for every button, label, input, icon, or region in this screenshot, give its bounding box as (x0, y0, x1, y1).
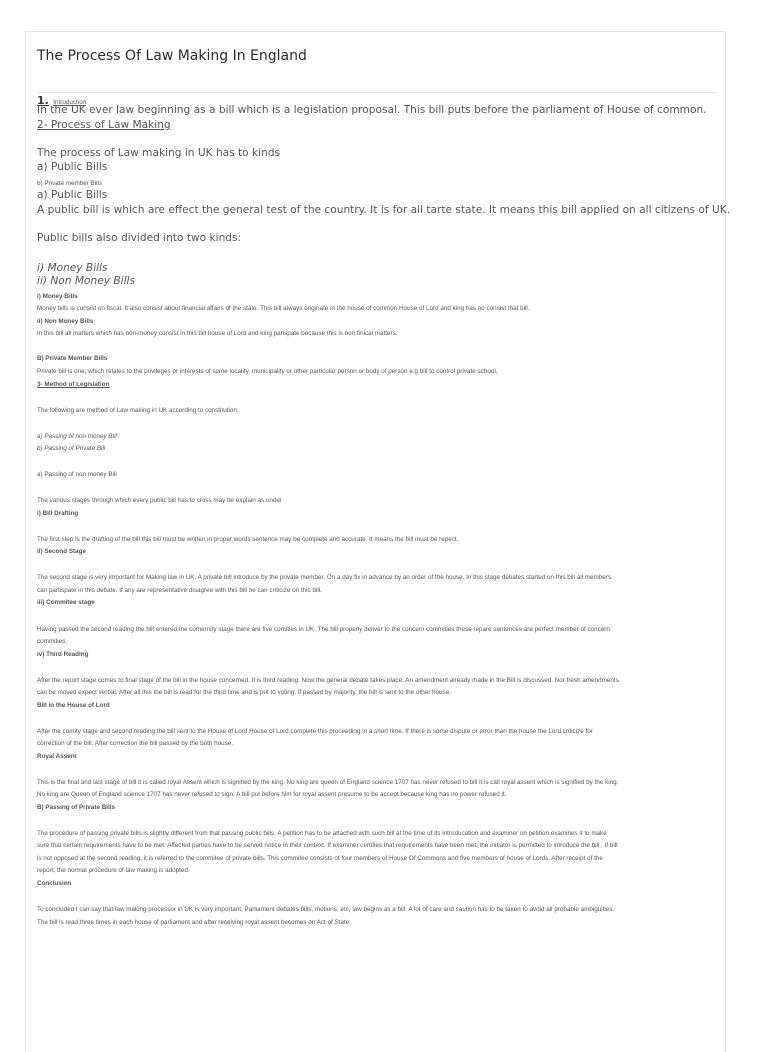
money-text: Money bills is consist on fiscal. It also consist about financial affairs of the state. This bill always originate in the house of common.House of Lord and king has no consist that bill. (37, 305, 530, 312)
non-money-heading: ii) Non Money Bills (37, 318, 94, 325)
third-reading-line2: can be moved expect verbal. After all this the bill is read for the third time and is put to voting. If passed by majority, the bill is sent to the other house. (37, 689, 451, 696)
method-a2: a) Passing of non money Bill (37, 471, 117, 478)
private-bills-line2: sure that certain requirements have to be met. Affected parties have to be served notice in their context. If examiner certifies that requirements have been met, the initiator is permitted to introduce the bill . If bill (37, 842, 618, 849)
pmb-text: Private bill is one, which relates to the privileges or interests of some locality, municipality or other particular person or body of person e.g bill to control private school. (37, 368, 498, 375)
public-definition: A public bill is which are effect the general test of the country. It is for all tarte state. It means this bill applied on all citizens of UK. (37, 204, 731, 216)
second-stage-line2: can partispate in this debate. If any are representative disagree with this bill he can criticize on this bill. (37, 587, 322, 594)
second-stage-line1: The second stage is very important for Making law in UK. A private bill introduce by the private member. On a day fix in advance by an order of the house. In this stage debates started on this bill all members (37, 574, 612, 581)
intro-number: 1. (37, 94, 49, 107)
process-heading: 2- Process of Law Making (37, 119, 171, 131)
royal-line2: No king are Queen of England science 1707 has never refused to sign. A bill put before him for royal assent presume to be accept because king has no power refused it. (37, 791, 507, 798)
private-bills-line3: is not opposed at the second reading, it is referred to the commitee of private bills. This commitee consists of four members of House Of Commons and five members of house of Lords. After receipt of the (37, 855, 603, 862)
lords-line2: correction of the bill. After correction the bill passed by the both house. (37, 740, 234, 747)
method-intro: The following are method of Law making in UK according to constitution. (37, 407, 239, 414)
method-a: a) Passing of non money Bill (37, 433, 117, 440)
stages-intro: The various stages through which every public bill has to cross may be explain as under (37, 497, 283, 504)
method-b: b) Passing of Private Bill (37, 445, 106, 452)
royal-line1: This is the final and last stage of bill it is called royal Assent which is signified by the king. No king are queen of England science 1707 has never refused to bill it is call royal assent which is signified by the king. (37, 779, 619, 786)
money-bills: i) Money Bills (37, 262, 108, 274)
drafting-heading: i) Bill Drafting (37, 510, 79, 517)
intro-label: Introduction (53, 99, 87, 106)
lords-line1: After the comity stage and second reading the bill sent to the House of Lord.House of Lord complete this proceeding in a short time. If there is some dispute or error than the house the Lord criticize for (37, 728, 593, 735)
second-stage-heading: ii) Second Stage (37, 548, 86, 555)
public-two-kinds: Public bills also divided into two kinds: (37, 232, 242, 244)
committee-line1: Having passed the second reading the bill entered the comernity stage there are five comities in UK. The bill properly deliver to the concern commities these repare sentences are perfect member of concern (37, 626, 610, 633)
kind-a2: a) Public Bills (37, 189, 108, 201)
kind-a: a) Public Bills (37, 161, 108, 173)
committee-heading: iii) Commitee stage (37, 599, 95, 606)
third-reading-line1: After the report stage comes to final stage of the bill in the house concerned, It is third reading. Now the general debate takes place. An amendment already made in the Bill is discussed. Nor fresh amendments (37, 677, 619, 684)
kind-b: b) Private member Bills (37, 180, 103, 187)
conclusion-line1: To concluded I can say that law making processor in UK is very important. Parliament debates bills, motions, etc, law begins as a bill. A lot of care and caution has to be taken to avoid all probable ambiguities. (37, 906, 615, 913)
method-heading: 3- Method of Legislation (37, 381, 110, 388)
committee-line2: commities. (37, 638, 68, 645)
document-page (25, 31, 731, 1052)
conclusion-line2: The bill is read three times in each house of parliament and after receiving royal assent becomes on Act of State. (37, 919, 351, 926)
third-reading-heading: iv) Third Reading (37, 651, 89, 658)
conclusion-heading: Conclusion (37, 880, 72, 887)
lords-heading: Bill in the House of Lord (37, 702, 110, 709)
private-bills-line1: The procedure of passing private bills is slightly different from that passing public bills. A petition has to be attached with such bill at the time of its introducation and examiner on petition examines it to make (37, 830, 607, 837)
money-heading: i) Money Bills (37, 293, 78, 300)
process-kinds: The process of Law making in UK has to kinds (37, 147, 281, 159)
page-title: The Process Of Law Making In England (37, 48, 307, 64)
title-divider (37, 92, 718, 93)
drafting-text: The first step is the drafting of the bill this bill must be written in proper words sentence may be complete and accurate. It means the bill must be repect. (37, 536, 459, 543)
non-money-text: In this bill all matters which has non-money consist in this bill house of Lord and king parispate because this is non finical matters. (37, 330, 398, 337)
intro-text: In the UK ever law beginning as a bill which is a legislation proposal. This bill puts before the parliament of House of common. (37, 104, 707, 116)
royal-heading: Royal Assent (37, 753, 77, 760)
non-money-bills: ii) Non Money Bills (37, 275, 135, 287)
pmb-heading: B) Private Member Bills (37, 355, 108, 362)
private-bills-line4: report, the normal procedure of law making is adopted. (37, 867, 190, 874)
private-bills-heading: B) Passing of Private Bills (37, 804, 116, 811)
